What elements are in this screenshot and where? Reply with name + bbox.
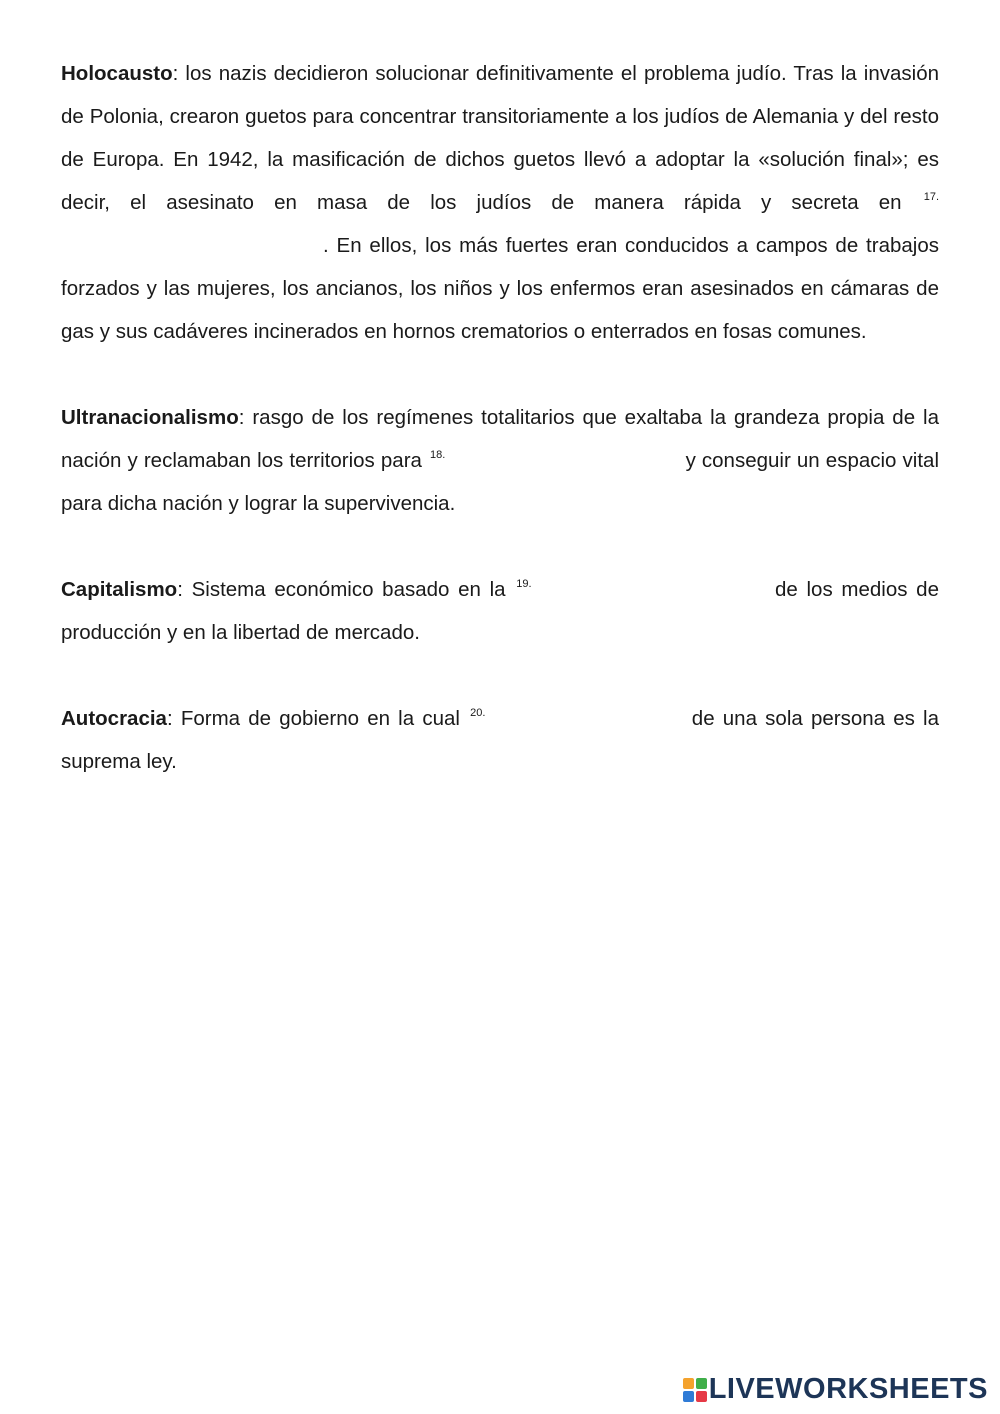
paragraph-ultranacionalismo bbox=[61, 396, 939, 525]
term-holocausto: Holocausto bbox=[61, 62, 173, 85]
gap-number-20: 20. bbox=[470, 707, 486, 719]
logo-tile-3 bbox=[683, 1391, 694, 1402]
answer-field-19[interactable] bbox=[540, 583, 766, 607]
worksheet-body bbox=[61, 52, 939, 826]
text-capitalismo-b: de los medios de producción y en la libertad de mercado. bbox=[61, 578, 939, 644]
text-holocausto-b: . En ellos, los más fuertes eran conducidos a campos de trabajos forzados y las mujeres, los ancianos, los niños y los enfermos eran asesinados en cámaras de gas y sus cadáveres incinerados en hornos crematorios o enterrados en fosas comunes. bbox=[61, 234, 939, 343]
logo-tile-2 bbox=[696, 1378, 707, 1389]
logo-tile-4 bbox=[696, 1391, 707, 1402]
text-holocausto-a: : los nazis decidieron solucionar definitivamente el problema judío. Tras la invasión de Polonia, crearon guetos para concentrar transitoriamente a los judíos de Alemania y del resto de Europa. En 1942, la masificación de dichos guetos llevó a adoptar la «solución final»; es decir, el asesinato en masa de los judíos de manera rápida y secreta en bbox=[61, 62, 939, 214]
text-ultranacionalismo-a: : rasgo de los regímenes totalitarios que exaltaba la grandeza propia de la nación y reclamaban los territorios para bbox=[61, 406, 939, 472]
liveworksheets-logo[interactable] bbox=[683, 1373, 988, 1406]
text-autocracia-a: : Forma de gobierno en la cual bbox=[166, 707, 460, 730]
text-ultranacionalismo-b: y conseguir un espacio vital para dicha nación y lograr la supervivencia. bbox=[61, 449, 940, 515]
gap-number-17: 17. bbox=[923, 191, 940, 203]
answer-field-18[interactable] bbox=[451, 454, 679, 478]
paragraph-capitalismo bbox=[61, 568, 939, 654]
term-capitalismo: Capitalismo bbox=[61, 578, 178, 601]
term-ultranacionalismo: Ultranacionalismo bbox=[61, 406, 239, 429]
term-autocracia: Autocracia bbox=[61, 707, 167, 730]
text-capitalismo-a: : Sistema económico basado en la bbox=[177, 578, 506, 601]
gap-number-19: 19. bbox=[516, 578, 532, 590]
liveworksheets-logo-icon bbox=[683, 1378, 707, 1402]
logo-tile-1 bbox=[683, 1378, 694, 1389]
answer-field-17[interactable] bbox=[61, 239, 323, 263]
text-autocracia-b: de una sola persona es la suprema ley. bbox=[61, 707, 939, 773]
paragraph-holocausto bbox=[61, 52, 939, 353]
answer-field-20[interactable] bbox=[494, 712, 684, 736]
logo-text: LIVEWORKSHEETS bbox=[708, 1373, 988, 1405]
gap-number-18: 18. bbox=[430, 449, 446, 461]
paragraph-autocracia bbox=[61, 697, 939, 783]
